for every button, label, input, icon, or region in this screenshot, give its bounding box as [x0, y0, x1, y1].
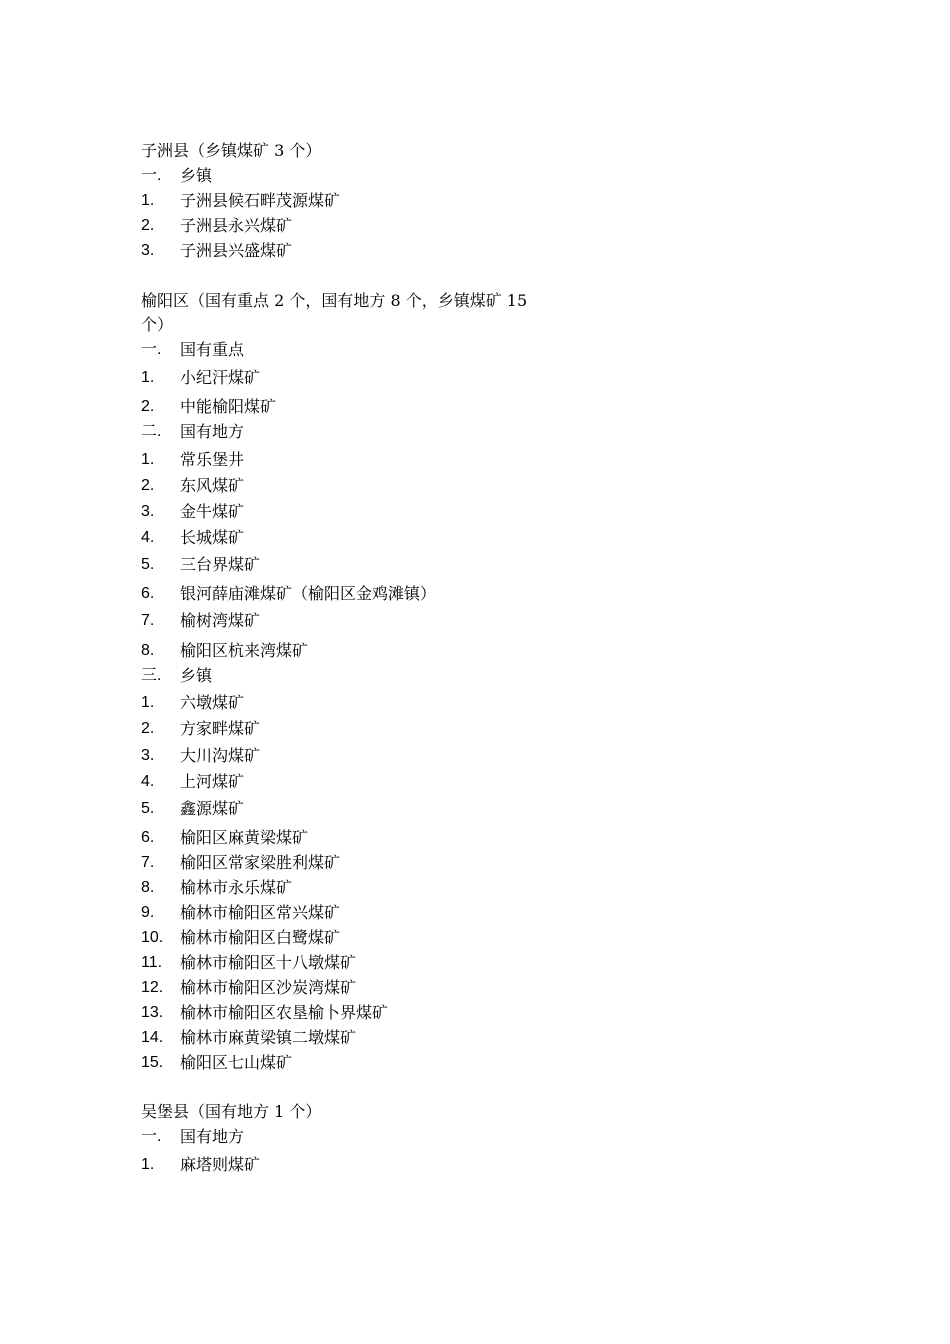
document-page: 子洲县（乡镇煤矿 3 个） 一. 乡镇 1. 子洲县候石畔茂源煤矿 2. 子洲县永兴煤矿 3. 子洲县兴盛煤矿 榆阳区（国有重点 2 个，国有地方 8 个，乡镇煤矿 15 个） 一. 国有重点 1. 小纪汗煤矿 2. 中能榆阳煤矿 二. 国有地方 1. 常乐堡井 2. 东风煤矿 3. 金牛煤矿 4. 长城煤矿 5. 三台界煤矿 6. 银河薛庙滩煤矿（榆阳区金鸡滩镇） 7. 榆树湾煤矿 8. 榆阳区杭来湾煤矿 三. 乡镇 1. 六墩煤矿 2. 方家畔煤矿 3. 大川沟煤矿 4. 上河煤矿 5. 鑫源煤矿 6. 榆阳区麻黄梁煤矿 7. 榆阳区常家梁胜利煤矿 8. 榆林市永乐煤矿 9. 榆林市榆阳区常兴煤矿 10. 榆林市榆阳区白鹭煤矿 11. 榆林市榆阳区十八墩煤矿 12. 榆林市榆阳区沙炭湾煤矿 13. 榆林市榆阳区农垦榆卜界煤矿 14. 榆林市麻黄梁镇二墩煤矿 15. 榆阳区七山煤矿 吴堡县（国有地方 1 个） 一. 国有地方 1. 麻塔则煤矿: [0, 0, 950, 1344]
section-title-wubao: 吴堡县（国有地方 1 个）: [141, 1102, 322, 1121]
section-title-yuyang-cont: 个）: [141, 315, 174, 334]
section-title-zizhou: 子洲县（乡镇煤矿 3 个）: [141, 141, 322, 160]
section-title-yuyang: 榆阳区（国有重点 2 个，国有地方 8 个，乡镇煤矿 15: [141, 291, 528, 310]
